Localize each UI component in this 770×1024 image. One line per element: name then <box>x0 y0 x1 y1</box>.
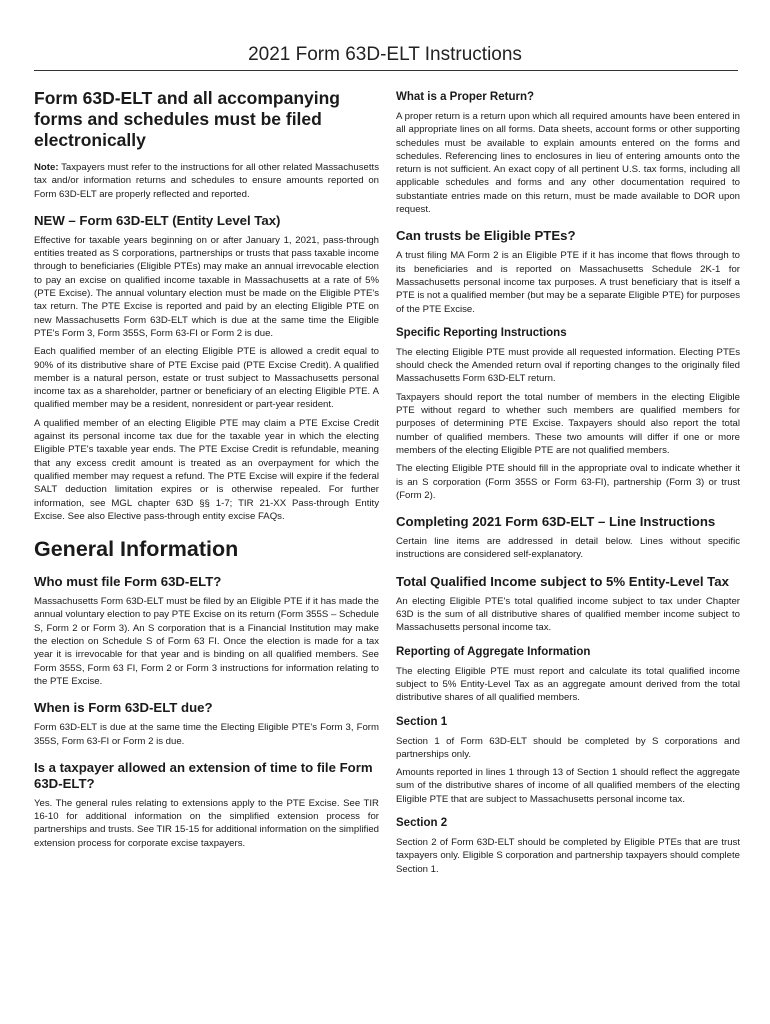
section-1-heading: Section 1 <box>396 715 448 728</box>
total-qualified-income-heading: Total Qualified Income subject to 5% Entity-Level Tax <box>396 573 729 589</box>
when-due-heading: When is Form 63D-ELT due? <box>34 700 213 716</box>
extension-paragraph: Yes. The general rules relating to extensions apply to the PTE Excise. See TIR 16-10 for additional information on the simplified extension process for partnerships and trusts. See TIR 15-15 for additional information on the simplified extension process for corporate excise taxpayers. <box>34 797 379 849</box>
left-column <box>34 88 379 855</box>
section-2-paragraph: Section 2 of Form 63D-ELT should be completed by Eligible PTEs that are trust taxpayers only. Eligible S corporation and partnership taxpayers should complete Section 1. <box>396 836 740 875</box>
total-qualified-income-paragraph: An electing Eligible PTE's total qualified income subject to tax under Chapter 63D is the sum of all distributive shares of qualified member income subject to Massachusetts personal income tax. <box>396 595 740 634</box>
right-column <box>396 88 740 881</box>
who-must-file-paragraph: Massachusetts Form 63D-ELT must be filed by an Eligible PTE if it has made the annual voluntary election to pay PTE Excise on its return (Form 355S – Schedule S, Form 2 or Form 3). An S corporation that is a Financial Institution may make the election on Schedule S of Form 63 FI. Once the election is made for a tax year it is irrevocable for that year and is binding on all qualified members. See Form 355S, Form 63 FI, Form 2 or Form 3 instructions for information relating to the PTE Excise. <box>34 596 379 687</box>
who-must-file-heading: Who must file Form 63D-ELT? <box>34 574 222 590</box>
title-rule <box>34 70 738 71</box>
new-paragraph-1: Effective for taxable years beginning on or after January 1, 2021, pass-through entities treated as S corporations, partnerships or trusts that pass taxable income through to beneficiaries (Eligible PTEs) may make an annual irrevocable election to pay an excise on qualified income taxable in Massachusetts at a rate of 5% (PTE Excise). The annual voluntary election must be made on the Eligible PTE's tax return. The PTE Excise is reported and paid by an electing Eligible PTE on new Massachusetts Form 63D-ELT which is due at the same time the Eligible PTE's Form 3, Form 355S, Form 63-FI or Form 2 is due. <box>34 234 379 339</box>
aggregate-paragraph: The electing Eligible PTE must report and calculate its total qualified income subject to 5% Entity-Level Tax as an aggregate amount derived from the total distributive shares of all qualified members. <box>396 665 740 704</box>
proper-return-paragraph: A proper return is a return upon which all required amounts have been entered in all appropriate lines on all forms. Data sheets, account forms or other supporting schedules must be available to explain amounts entered on the forms and schedules. Referencing lines to enclosures in lieu of entering amounts onto the return is not sufficient. An exact copy of all pertinent U.S. tax forms, including all applicable schedules and forms and any other documentation required to substantiate entries made on this return, must be made available to DOR upon request. <box>396 111 740 216</box>
aggregate-heading: Reporting of Aggregate Information <box>396 645 591 658</box>
completing-paragraph: Certain line items are addressed in detail below. Lines without specific instructions are considered self-explanatory. <box>396 536 740 561</box>
section-1-paragraph-1: Section 1 of Form 63D-ELT should be completed by S corporations and partnerships only. <box>396 735 740 760</box>
note-lead: Note: <box>34 162 59 173</box>
new-heading: NEW – Form 63D-ELT (Entity Level Tax) <box>34 212 281 228</box>
completing-heading: Completing 2021 Form 63D-ELT – Line Instructions <box>396 514 716 530</box>
main-heading: Form 63D-ELT and all accompanying forms and schedules must be filed electronically <box>34 88 340 150</box>
trusts-paragraph: A trust filing MA Form 2 is an Eligible PTE if it has income that flows through to its beneficiaries and is reported on Massachusetts Schedule 2K-1 for Massachusetts personal income tax purposes. A trust beneficiary that is itself a PTE is not a qualified member (but may be a separate Eligible PTE) for purposes of the PTE Excise. <box>396 250 740 315</box>
specific-reporting-paragraph-3: The electing Eligible PTE should fill in the appropriate oval to indicate whether it is an S corporation (Form 355S or Form 63-FI), partnership (Form 3) or trust (Form 2). <box>396 463 740 501</box>
specific-reporting-paragraph-2: Taxpayers should report the total number of members in the electing Eligible PTE without regard to whether such members are qualified members for purposes of determining PTE Excise. Taxpayers should also report the total number of qualified members. These two amounts will differ if one or more members of the electing Eligible PTE are not qualified members. <box>396 391 740 456</box>
section-2-heading: Section 2 <box>396 816 448 829</box>
trusts-heading: Can trusts be Eligible PTEs? <box>396 228 576 244</box>
page-title: 2021 Form 63D-ELT Instructions <box>248 44 522 65</box>
new-paragraph-2: Each qualified member of an electing Eligible PTE is allowed a credit equal to 90% of its distributive share of PTE Excise paid (PTE Excise Credit). A qualified member is a natural person, estate or trust subject to Massachusetts personal income tax as a shareholder, partner or beneficiary of an electing Eligible PTE. A qualified member may be a resident, nonresident or part-year resident. <box>34 346 379 411</box>
general-information-heading: General Information <box>34 537 239 562</box>
note-text: Taxpayers must refer to the instructions for all other related Massachusetts tax and/or information returns and schedules to ensure amounts reported on Form 63D-ELT are properly reflected and reported. <box>34 162 379 200</box>
note-paragraph <box>34 161 379 201</box>
proper-return-heading: What is a Proper Return? <box>396 91 535 103</box>
when-due-paragraph: Form 63D-ELT is due at the same time the Electing Eligible PTE's Form 3, Form 355S, Form 63-FI or Form 2 is due. <box>34 722 379 747</box>
section-1-paragraph-2: Amounts reported in lines 1 through 13 of Section 1 should reflect the aggregate sum of the distributive shares of income of all qualified members of the electing Eligible PTE that are subject to Massachusetts personal income tax. <box>396 767 740 805</box>
extension-heading: Is a taxpayer allowed an extension of time to file Form 63D-ELT? <box>34 759 373 791</box>
specific-reporting-heading: Specific Reporting Instructions <box>396 326 567 339</box>
specific-reporting-paragraph-1: The electing Eligible PTE must provide all requested information. Electing PTEs should check the Amended return oval if reporting changes to the originally filed Massachusetts Form 63D-ELT return. <box>396 346 740 385</box>
new-paragraph-3: A qualified member of an electing Eligible PTE may claim a PTE Excise Credit against its personal income tax due for the taxable year in which the electing Eligible PTE's taxable year ends. The PTE Excise Credit is refundable, meaning that any excess credit amount is treated as an overpayment for which the qualified member may request a refund. The PTE Excise will expire if the federal SALT deduction limitation expires or is otherwise repealed. For further information, see MGL chapter 63D §§ 1-7; TIR 21-XX Pass-through Entity Excise. See also Elective pass-through entity excise FAQs. <box>34 417 379 522</box>
